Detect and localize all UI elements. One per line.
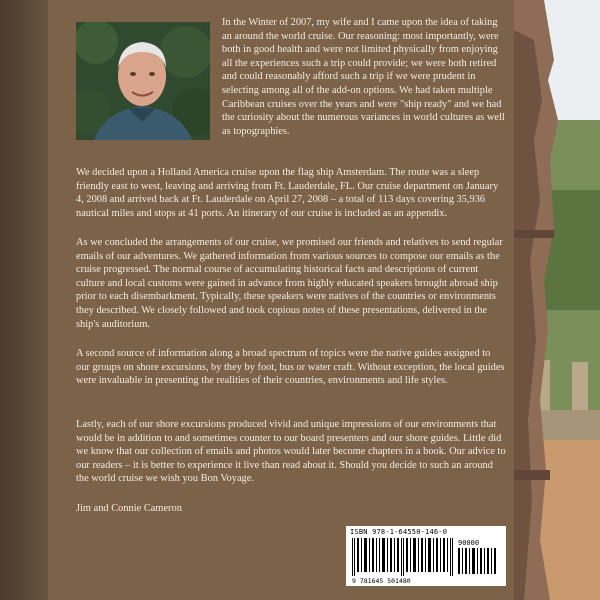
book-spine [0,0,48,600]
closing-paragraph: Lastly, each of our shore excursions produced vivid and unique impressions of our environments that would be in addition to and sometimes counter to our board presenters and our shore guides. Little did we know that our collection of emails and photos would later become chapters in a book. Our advice to our readers – it is better to experience it live than read about it. Should you decide to such an around the world cruise we wish you Bon Voyage. [76,419,506,485]
isbn-barcode [346,526,506,586]
ean-number: 9 781645 501480 [352,577,411,585]
intro-paragraph: In the Winter of 2007, my wife and I came upon the idea of taking an around the world cruise. Our reasoning: most importantly, were both in good health and were not limited physically from enjoying all the experiences such a trip could provide; we were both retired and could reasonably afford such a trip if we were prudent in selecting among all of the add-on options. We had taken multiple Caribbean cruises over the years and were "ship ready" and we had the curiosity about the numerous variances in world cultures as well as topographies. [222,17,505,137]
author-signature: Jim and Connie Cameron [76,503,182,514]
addon-barcode-bars [458,548,498,574]
cruise-details-paragraph: We decided upon a Holland America cruise upon the flag ship Amsterdam. The route was a sleep friendly east to west, leaving and arriving from Ft. Lauderdale, FL. Our cruise department on January 4, 2008 and arrived back at Ft. Lauderdale on April 27, 2008 – a total of 113 days covering 35,936 nautical miles and stops at 41 ports. An itinerary of our cruise is included as an appendix. [76,167,499,219]
guides-paragraph: A second source of information along a broad spectrum of topics were the native guides assigned to our groups on shore excursions, by they by foot, bus or water craft. Without exception, the local guides were invaluable in presenting the realities of their countries, environments and life styles. [76,348,505,387]
price-code: 90000 [458,539,480,547]
isbn-label: ISBN 978-1-64550-146-0 [350,528,448,536]
temple-photo [514,0,600,600]
emails-paragraph: As we concluded the arrangements of our cruise, we promised our friends and relatives to send regular emails of our adventures. We gathered information from various sources to compose our emails as the cruise progressed. The normal course of accumulating historical facts and descriptions of current culture and local customs were gained in advance from highly educated speakers brought abroad ship prior to each disembarkment. Typically, these speakers were natives of the countries or environments they described. We closely followed and took copious notes of these presentations, delivered in the ship's auditorium. [76,237,503,330]
ean-barcode-bars [352,538,454,576]
author-photo [76,22,210,140]
